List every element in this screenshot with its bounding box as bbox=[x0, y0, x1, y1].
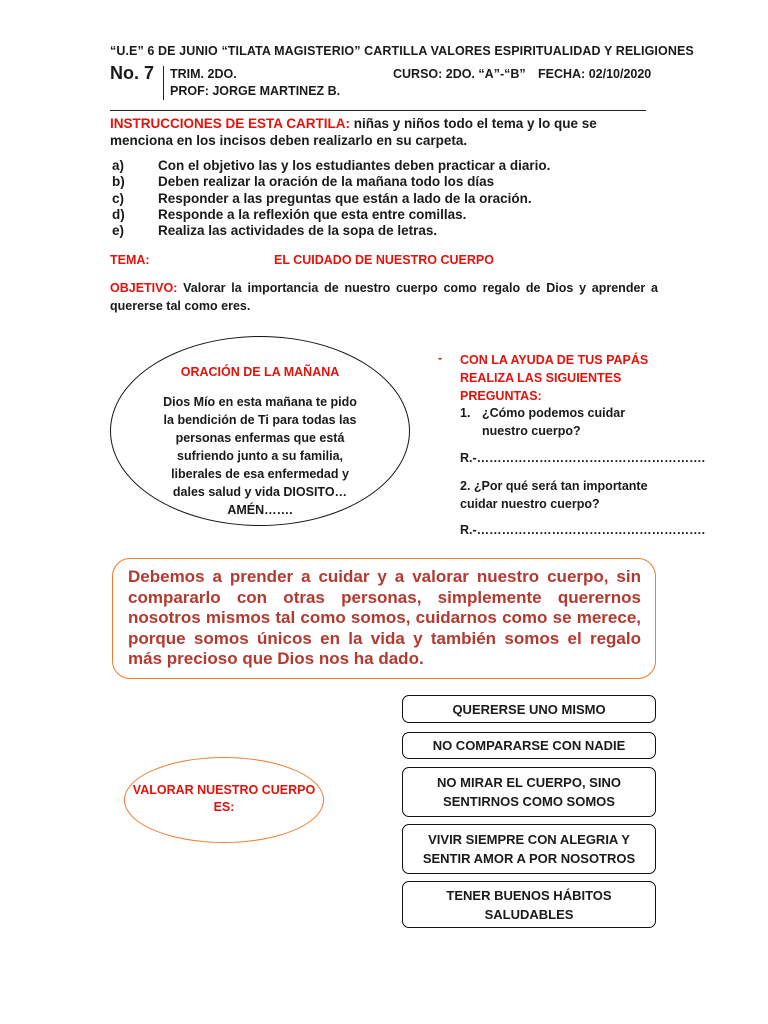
valorar-label: VALORAR NUESTRO CUERPO ES: bbox=[132, 783, 316, 814]
objetivo-text: Valorar la importancia de nuestro cuerpo como regalo de Dios y aprender a quererse tal como eres. bbox=[110, 281, 658, 313]
answer-line-1: R.-………………………………………………. bbox=[460, 451, 706, 465]
tema-value: EL CUIDADO DE NUESTRO CUERPO bbox=[274, 253, 494, 267]
value-box: NO MIRAR EL CUERPO, SINO SENTIRNOS COMO SOMOS bbox=[402, 767, 656, 817]
header-rule bbox=[110, 110, 646, 111]
school-header: “U.E” 6 DE JUNIO “TILATA MAGISTERIO” CARTILLA VALORES ESPIRITUALIDAD Y RELIGIONES bbox=[110, 44, 694, 58]
questions-heading: CON LA AYUDA DE TUS PAPÁS REALIZA LAS SIGUIENTES PREGUNTAS: bbox=[460, 353, 649, 403]
instructions bbox=[110, 115, 658, 149]
task-text: Responder a las preguntas que están a lado de la oración. bbox=[158, 190, 532, 206]
sheet-number: No. 7 bbox=[110, 63, 155, 83]
list-item bbox=[110, 223, 670, 239]
task-text: Deben realizar la oración de la mañana todo los días bbox=[158, 174, 495, 190]
question-1 bbox=[460, 404, 660, 440]
tema-label: TEMA: bbox=[110, 253, 150, 267]
reflection-text: Debemos a prender a cuidar y a valorar nuestro cuerpo, sin compararlo con otras personas, simplemente querernos nosotros mismos tal como somos, cuidarnos como se merece, porque somos únicos en la vida y también somos el regalo más precioso que Dios nos ha dado. bbox=[128, 567, 641, 668]
date: FECHA: 02/10/2020 bbox=[538, 67, 652, 81]
value-box: TENER BUENOS HÁBITOS SALUDABLES bbox=[402, 881, 656, 928]
task-text: Realiza las actividades de la sopa de letras. bbox=[158, 223, 438, 239]
task-text: Responde a la reflexión que esta entre comillas. bbox=[158, 206, 467, 222]
value-box: VIVIR SIEMPRE CON ALEGRIA Y SENTIR AMOR A POR NOSOTROS bbox=[402, 824, 656, 874]
question-2: 2. ¿Por qué será tan importante cuidar nuestro cuerpo? bbox=[460, 479, 648, 511]
value-box: QUERERSE UNO MISMO bbox=[402, 695, 656, 723]
list-item bbox=[110, 191, 670, 207]
task-letter: e) bbox=[112, 223, 125, 239]
task-letter: c) bbox=[112, 190, 125, 206]
answer-line-2: R.-………………………………………………. bbox=[460, 523, 706, 537]
prayer-title: ORACIÓN DE LA MAÑANA bbox=[180, 365, 340, 379]
course: CURSO: 2DO. “A”-“B” bbox=[393, 67, 526, 81]
prayer-body: Dios Mío en esta mañana te pido la bendición de Ti para todas las personas enfermas que está sufriendo junto a su familia, liberales de esa enfermedad y dales salud y vida DIOSITO…AMÉN……. bbox=[163, 395, 357, 517]
list-item bbox=[110, 174, 670, 190]
questions-dash: - bbox=[438, 351, 443, 365]
list-item bbox=[110, 158, 670, 174]
teacher-name: PROF: JORGE MARTINEZ B. bbox=[170, 84, 341, 98]
instructions-label: INSTRUCCIONES DE ESTA CARTILA: bbox=[110, 116, 351, 131]
trimester: TRIM. 2DO. bbox=[170, 67, 237, 81]
task-letter: d) bbox=[112, 206, 125, 222]
value-box: NO COMPARARSE CON NADIE bbox=[402, 732, 656, 759]
question-1-text: ¿Cómo podemos cuidar nuestro cuerpo? bbox=[482, 406, 626, 438]
task-list bbox=[110, 158, 670, 239]
question-1-number: 1. bbox=[460, 406, 471, 420]
objetivo-label: OBJETIVO: bbox=[110, 281, 178, 295]
task-text: Con el objetivo las y los estudiantes deben practicar a diario. bbox=[158, 158, 551, 173]
task-letter: a) bbox=[112, 158, 125, 173]
task-letter: b) bbox=[112, 174, 125, 190]
header-divider bbox=[163, 66, 164, 100]
instructions-text: niñas y niños todo el tema y lo que se menciona en los incisos deben realizarlo en su carpeta. bbox=[110, 116, 597, 148]
objetivo bbox=[110, 279, 658, 315]
list-item bbox=[110, 207, 670, 223]
